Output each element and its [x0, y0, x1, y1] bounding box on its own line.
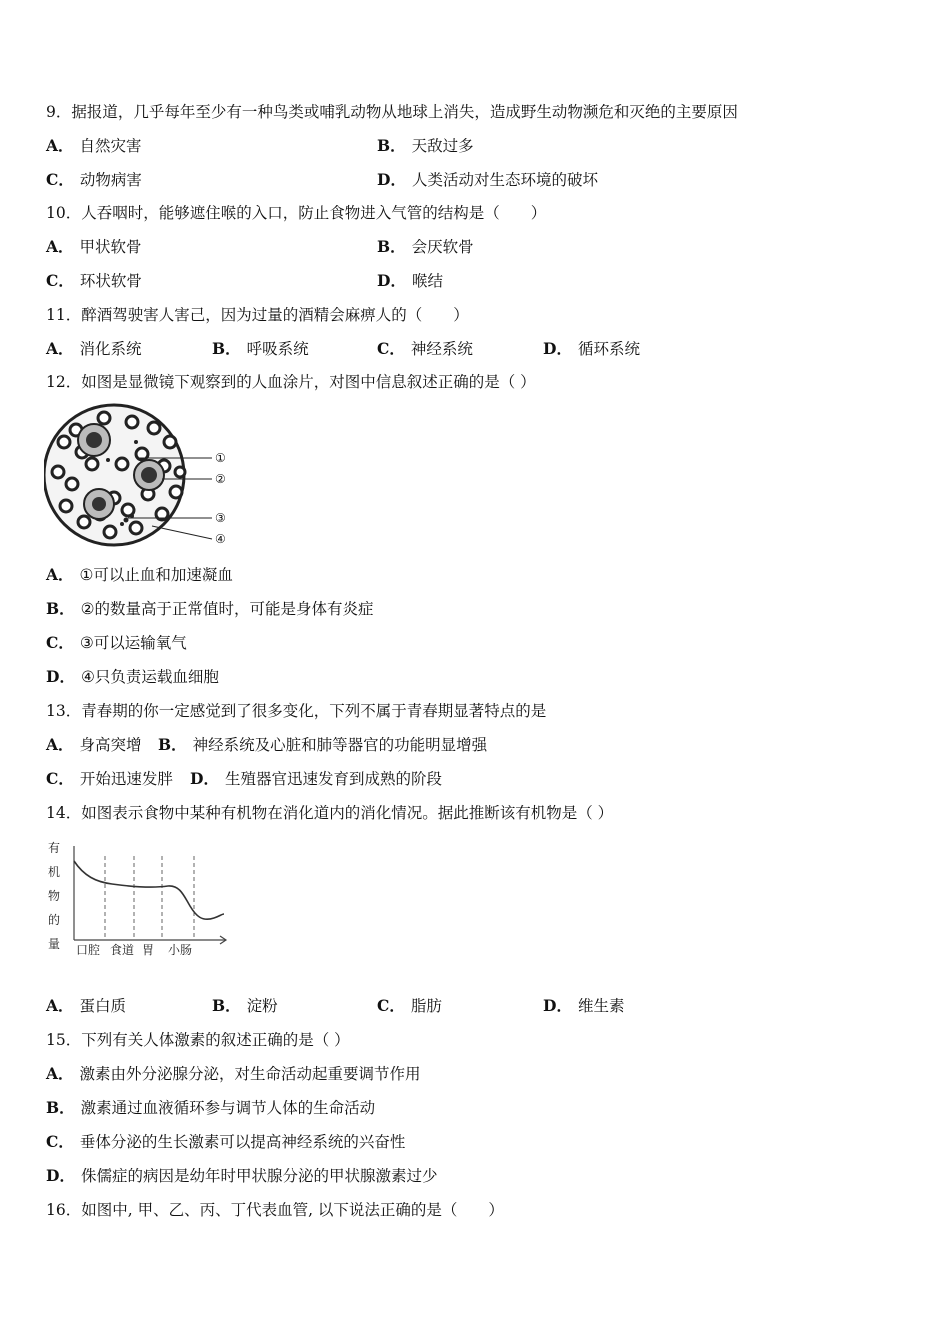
q14-option-a: A． 蛋白质: [46, 996, 127, 1015]
q10-option-b: B． 会厌软骨: [377, 237, 474, 256]
q14-option-b: B． 淀粉: [212, 996, 278, 1015]
q15-option-d: D． 侏儒症的病因是幼年时甲状腺分泌的甲状腺激素过少: [46, 1166, 438, 1185]
q11-option-a: A． 消化系统: [46, 339, 142, 358]
figure-label-1: ①: [215, 451, 226, 465]
q11-option-b: B． 呼吸系统: [212, 339, 309, 358]
chart-xlabel-2: 食道: [110, 943, 135, 957]
chart-ylabel-5: 量: [48, 937, 61, 951]
figure-label-4: ④: [215, 532, 226, 546]
chart-xlabel-1: 口腔: [76, 943, 101, 957]
q12-option-a: A． ①可以止血和加速凝血: [46, 565, 233, 584]
figure-label-2: ②: [215, 472, 226, 486]
q11-option-d: D． 循环系统: [543, 339, 640, 358]
chart-ylabel-2: 机: [48, 865, 61, 879]
q10-option-a: A． 甲状软骨: [46, 237, 142, 256]
q10-stem: 10．人吞咽时，能够遮住喉的入口，防止食物进入气管的结构是（ ）: [46, 204, 547, 222]
q10-option-c: C． 环状软骨: [46, 271, 142, 290]
q9-option-d: D． 人类活动对生态环境的破坏: [377, 170, 598, 189]
digestion-chart: [44, 834, 244, 964]
chart-xlabel-3: 胃: [142, 943, 155, 957]
q9-option-a: A． 自然灾害: [46, 136, 142, 155]
chart-xlabel-4: 小肠: [168, 943, 193, 957]
q10-option-d: D． 喉结: [377, 271, 443, 290]
q15-option-b: B． 激素通过血液循环参与调节人体的生命活动: [46, 1098, 376, 1117]
q15-option-c: C． 垂体分泌的生长激素可以提高神经系统的兴奋性: [46, 1132, 406, 1151]
q13-option-b: B． 神经系统及心脏和肺等器官的功能明显增强: [158, 735, 488, 754]
q16-stem: 16．如图中, 甲、乙、丙、丁代表血管, 以下说法正确的是（ ）: [46, 1201, 504, 1219]
q11-stem: 11．醉酒驾驶害人害己，因为过量的酒精会麻痹人的（ ）: [46, 306, 469, 324]
q9-option-c: C． 动物病害: [46, 170, 142, 189]
q12-option-b: B． ②的数量高于正常值时，可能是身体有炎症: [46, 599, 374, 618]
q14-option-c: C． 脂肪: [377, 996, 442, 1015]
q12-stem: 12．如图是显微镜下观察到的人血涂片，对图中信息叙述正确的是（ ）: [46, 373, 536, 391]
figure-label-3: ③: [215, 511, 226, 525]
chart-ylabel-3: 物: [48, 889, 61, 903]
chart-ylabel-1: 有: [48, 841, 61, 855]
blood-smear-figure: [44, 402, 244, 552]
q13-stem: 13．青春期的你一定感觉到了很多变化，下列不属于青春期显著特点的是: [46, 702, 547, 720]
q15-option-a: A． 激素由外分泌腺分泌，对生命活动起重要调节作用: [46, 1064, 421, 1083]
q12-option-d: D． ④只负责运载血细胞: [46, 667, 219, 686]
chart-ylabel-4: 的: [48, 913, 61, 927]
q9-stem: 9．据报道，几乎每年至少有一种鸟类或哺乳动物从地球上消失，造成野生动物濒危和灭绝的主要原因: [46, 103, 738, 121]
q13-option-d: D． 生殖器官迅速发育到成熟的阶段: [190, 769, 442, 788]
chart-curve: [74, 861, 224, 919]
q11-option-c: C． 神经系统: [377, 339, 473, 358]
q14-option-d: D． 维生素: [543, 996, 625, 1015]
q9-option-b: B． 天敌过多: [377, 136, 474, 155]
q15-stem: 15．下列有关人体激素的叙述正确的是（ ）: [46, 1031, 350, 1049]
q13-option-c: C． 开始迅速发胖: [46, 769, 173, 788]
q12-option-c: C． ③可以运输氧气: [46, 633, 187, 652]
q14-stem: 14．如图表示食物中某种有机物在消化道内的消化情况。据此推断该有机物是（ ）: [46, 804, 614, 822]
q13-option-a: A． 身高突增: [46, 735, 142, 754]
